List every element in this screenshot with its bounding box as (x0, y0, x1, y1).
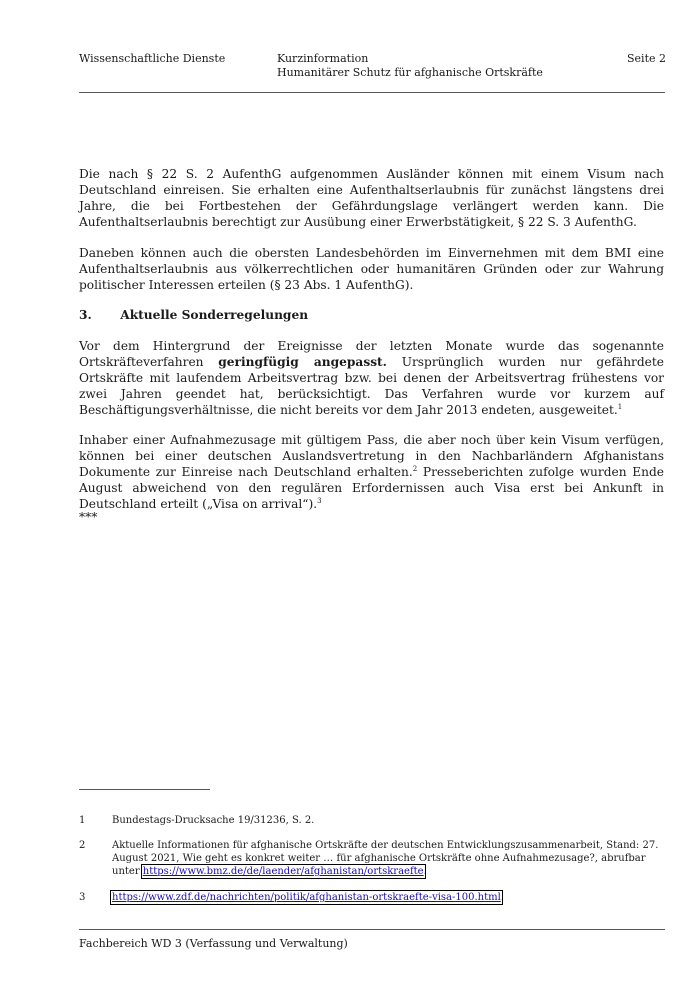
footnote-number: 2 (79, 840, 86, 851)
section-heading (79, 307, 664, 323)
header-doc-title: Humanitärer Schutz für afghanische Ortskräfte (277, 66, 543, 79)
emphasis-text: geringfügig angepasst. (218, 355, 387, 369)
header-doc-type: Kurzinformation (277, 52, 369, 65)
footnote-number: 1 (79, 815, 86, 826)
header-page-number: Seite 2 (627, 52, 666, 65)
footnote-number: 3 (79, 892, 86, 903)
footnote-ref-2[interactable]: 2 (412, 464, 418, 473)
paragraph-procedure-changes: Vor dem Hintergrund der Ereignisse der letzten Monate wurde das sogenannte Ortskräfteverfahren geringfügig angepasst. Ursprünglich wurden nur gefährdete Ortskräfte mit laufendem Arbeitsvertrag bzw. bei denen der Arbeitsvertrag frühestens vor zwei Jahren geendet hat, berücksichtigt. Das Verfahren wurde vor kurzem auf Beschäftigungsverhältnisse, die nicht bereits vor dem Jahr 2013 endeten, ausgeweitet.$^1$ (79, 339, 664, 417)
footer-department: Fachbereich WD 3 (Verfassung und Verwaltung) (79, 937, 348, 950)
footnote-text: Aktuelle Informationen für afghanische Ortskräfte der deutschen Entwicklungszusammenarbeit, Stand: 27. August 2021, Wie geht es konkret weiter … für afghanische Ortskräfte ohne Aufnahmezusage?, abrufbar unter (112, 840, 659, 877)
header-rule (79, 92, 665, 93)
section-title: Aktuelle Sonderregelungen (120, 308, 309, 322)
footnote-ref-3[interactable]: 3 (317, 496, 322, 505)
footnote-link-bmz[interactable]: https://www.bmz.de/de/laender/afghanistan/ortskraefte (142, 866, 424, 877)
paragraph-visa-on-arrival: Inhaber einer Aufnahmezusage mit gültigem Pass, die aber noch über kein Visum verfügen, können bei einer deutschen Auslandsvertretung in den Nachbarländern Afghanistans Dokumente zur Einreise nach Deutschland erhalten.$^2$ Presseberichten zufolge wurden Ende August abweichend von den regulären Erfordernissen auch Visa erst bei Ankunft in Deutschland erteilt („Visa on arrival“).$^3$ (79, 433, 664, 511)
footnote-link-zdf[interactable]: https://www.zdf.de/nachrichten/politik/afghanistan-ortskraefte-visa-100.html (112, 892, 501, 903)
paragraph-state-authorities: Daneben können auch die obersten Landesbehörden im Einvernehmen mit dem BMI eine Aufenthaltserlaubnis aus völkerrechtlichen oder humanitären Gründen oder zur Wahrung politischer Interessen erteilen (§ 23 Abs. 1 AufenthG). (79, 246, 664, 292)
footer-rule (79, 929, 665, 930)
footnote-ref-1[interactable]: 1 (617, 402, 623, 411)
section-number: 3. (79, 308, 92, 322)
end-marker-stars: *** (79, 510, 98, 524)
footnote-separator (79, 789, 210, 790)
header-department: Wissenschaftliche Dienste (79, 52, 226, 65)
footnote-text: Bundestags-Drucksache 19/31236, S. 2. (112, 815, 315, 826)
paragraph-visa-entry: Die nach § 22 S. 2 AufenthG aufgenommen Ausländer können mit einem Visum nach Deutschland einreisen. Sie erhalten eine Aufenthaltserlaubnis für zunächst längstens drei Jahre, die bei Fortbestehen der Gefährdungslage verlängert werden kann. Die Aufenthaltserlaubnis berechtigt zur Ausübung einer Erwerbstätigkeit, § 22 S. 3 AufenthG. (79, 167, 664, 229)
